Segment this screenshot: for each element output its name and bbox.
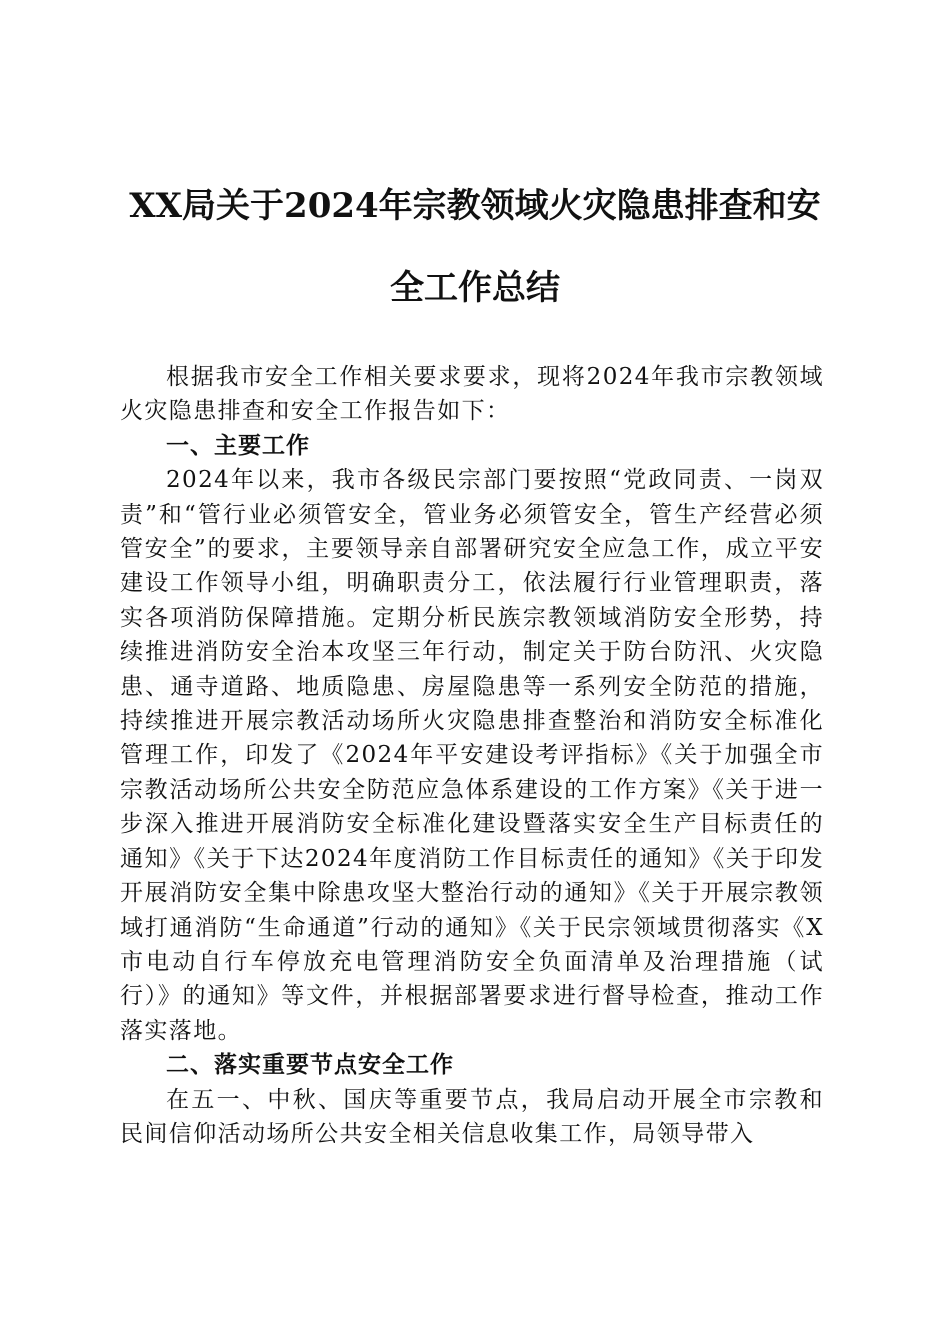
section-1-heading: 一、主要工作 bbox=[166, 432, 310, 459]
document-body bbox=[120, 360, 824, 1151]
section-1-paragraph: 2024年以来，我市各级民宗部门要按照“党政同责、一岗双责”和“管行业必须管安全，管业务必须管安全，管生产经营必须管安全”的要求，主要领导亲自部署研究安全应急工作，成立平安建设工作领导小组，明确职责分工，依法履行行业管理职责，落实各项消防保障措施。定期分析民族宗教领域消防安全形势，持续推进消防安全治本攻坚三年行动，制定关于防台防汛、火灾隐患、通寺道路、地质隐患、房屋隐患等一系列安全防范的措施，持续推进开展宗教活动场所火灾隐患排查整治和消防安全标准化管理工作，印发了《2024年平安建设考评指标》《关于加强全市宗教活动场所公共安全防范应急体系建设的工作方案》《关于进一步深入推进开展消防安全标准化建设暨落实安全生产目标责任的通知》《关于下达2024年度消防工作目标责任的通知》《关于印发开展消防安全集中除患攻坚大整治行动的通知》《关于开展宗教领域打通消防“生命通道”行动的通知》《关于民宗领域贯彻落实《X市电动自行车停放充电管理消防安全负面清单及治理措施（试行）》的通知》等文件，并根据部署要求进行督导检查，推动工作落实落地。 bbox=[120, 467, 824, 1044]
intro-paragraph: 根据我市安全工作相关要求要求，现将2024年我市宗教领域火灾隐患排查和安全工作报告如下： bbox=[120, 364, 824, 425]
section-2-heading: 二、落实重要节点安全工作 bbox=[166, 1052, 454, 1079]
section-2-paragraph: 在五一、中秋、国庆等重要节点，我局启动开展全市宗教和民间信仰活动场所公共安全相关信息收集工作，局领导带入 bbox=[120, 1086, 824, 1147]
title-line-2: 全工作总结 bbox=[390, 268, 560, 308]
title-line-1: XX局关于2024年宗教领域火灾隐患排查和安 bbox=[129, 186, 821, 226]
document-title bbox=[105, 165, 845, 329]
